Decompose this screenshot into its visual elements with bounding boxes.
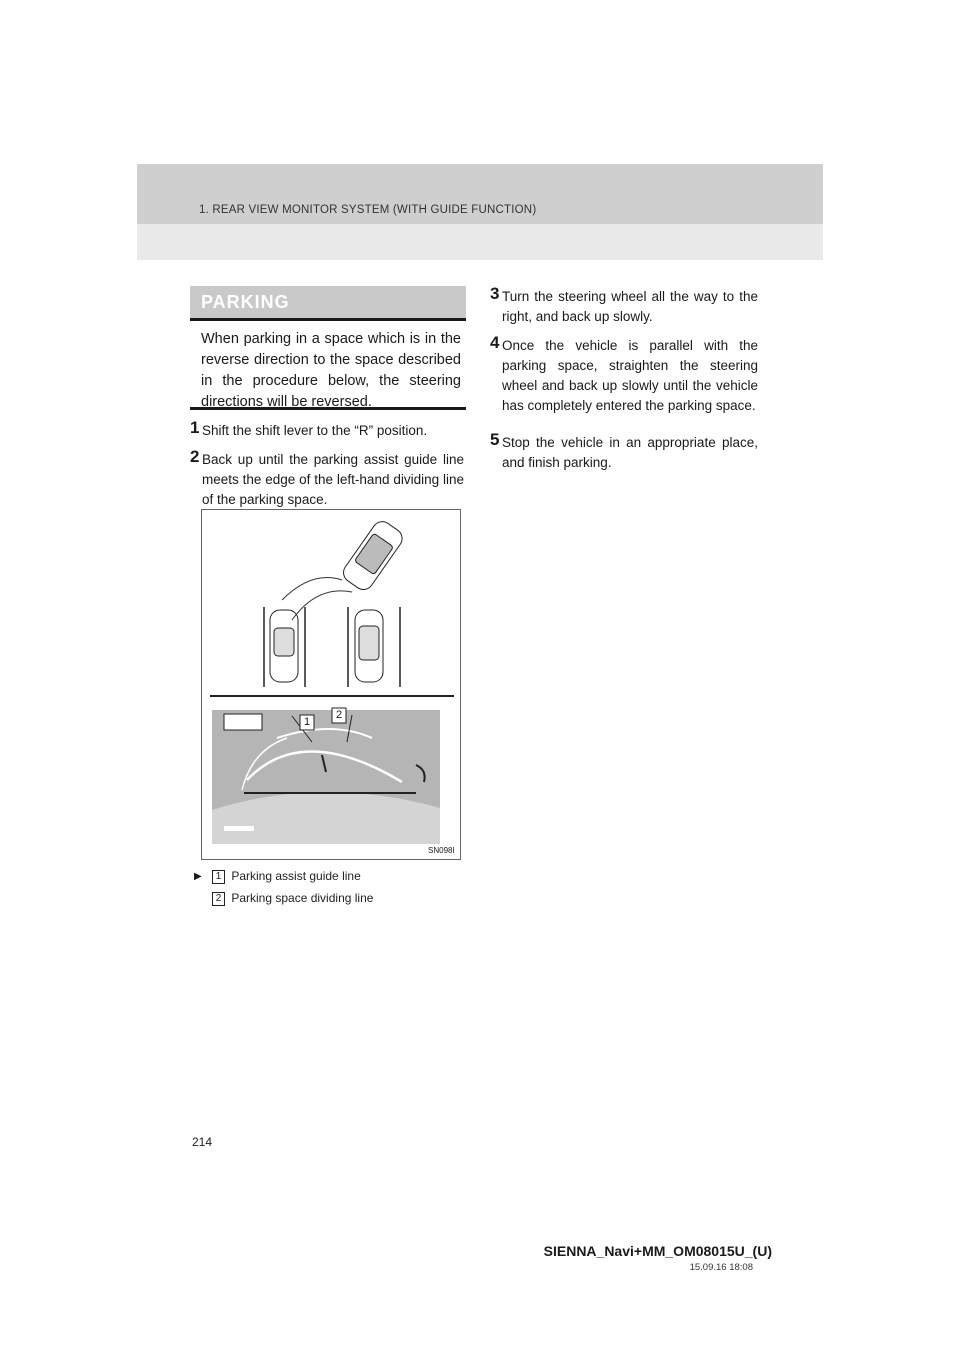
page-number: 214 bbox=[192, 1135, 213, 1149]
section-heading bbox=[190, 286, 466, 321]
step-5 bbox=[490, 430, 758, 473]
header-band bbox=[137, 164, 823, 260]
monitor-screen bbox=[212, 708, 440, 844]
step-3 bbox=[490, 284, 758, 327]
header-top-bar bbox=[137, 164, 823, 224]
callout-2: 2 bbox=[336, 709, 343, 721]
step-number: 4 bbox=[490, 333, 500, 352]
step-4 bbox=[490, 333, 758, 416]
legend-number: 2 bbox=[212, 892, 225, 906]
parking-figure bbox=[201, 509, 461, 860]
legend-label: Parking assist guide line bbox=[231, 869, 361, 883]
chapter-title: 1. REAR VIEW MONITOR SYSTEM (WITH GUIDE FUNCTION) bbox=[199, 204, 537, 216]
parked-car-right bbox=[355, 610, 383, 682]
step-1 bbox=[190, 418, 464, 441]
section-title: PARKING bbox=[201, 292, 290, 312]
parking-illustration bbox=[202, 510, 460, 859]
note-text: When parking in a space which is in the reverse direction to the space described in the procedure below, the steering directions will be reversed. bbox=[201, 331, 461, 410]
legend-item-2 bbox=[212, 891, 373, 906]
step-text: Back up until the parking assist guide line meets the edge of the left-hand dividing line of the parking space. bbox=[202, 452, 464, 507]
step-text: Turn the steering wheel all the way to the right, and back up slowly. bbox=[502, 289, 758, 324]
step-text: Once the vehicle is parallel with the parking space, straighten the steering wheel and back up slowly until the vehicle has completely entered the parking space. bbox=[502, 338, 758, 413]
reversing-car bbox=[340, 518, 406, 594]
legend-label: Parking space dividing line bbox=[231, 891, 374, 905]
step-text: Shift the shift lever to the “R” position. bbox=[202, 423, 428, 438]
step-2 bbox=[190, 447, 464, 510]
figure-code: SN098I bbox=[428, 846, 455, 855]
document-code: SIENNA_Navi+MM_OM08015U_(U) bbox=[543, 1243, 772, 1259]
step-number: 2 bbox=[190, 447, 200, 466]
step-number: 1 bbox=[190, 418, 200, 437]
note-box bbox=[190, 321, 466, 410]
callout-1: 1 bbox=[304, 716, 311, 728]
document-date: 15.09.16 18:08 bbox=[689, 1262, 753, 1273]
legend-number: 1 bbox=[212, 870, 225, 884]
step-number: 5 bbox=[490, 430, 500, 449]
parked-car-left bbox=[270, 610, 298, 682]
step-text: Stop the vehicle in an appropriate place, and finish parking. bbox=[502, 435, 758, 470]
step-number: 3 bbox=[490, 284, 500, 303]
legend-item-1 bbox=[212, 869, 361, 884]
bullet-arrow-icon: ▶ bbox=[194, 871, 202, 882]
